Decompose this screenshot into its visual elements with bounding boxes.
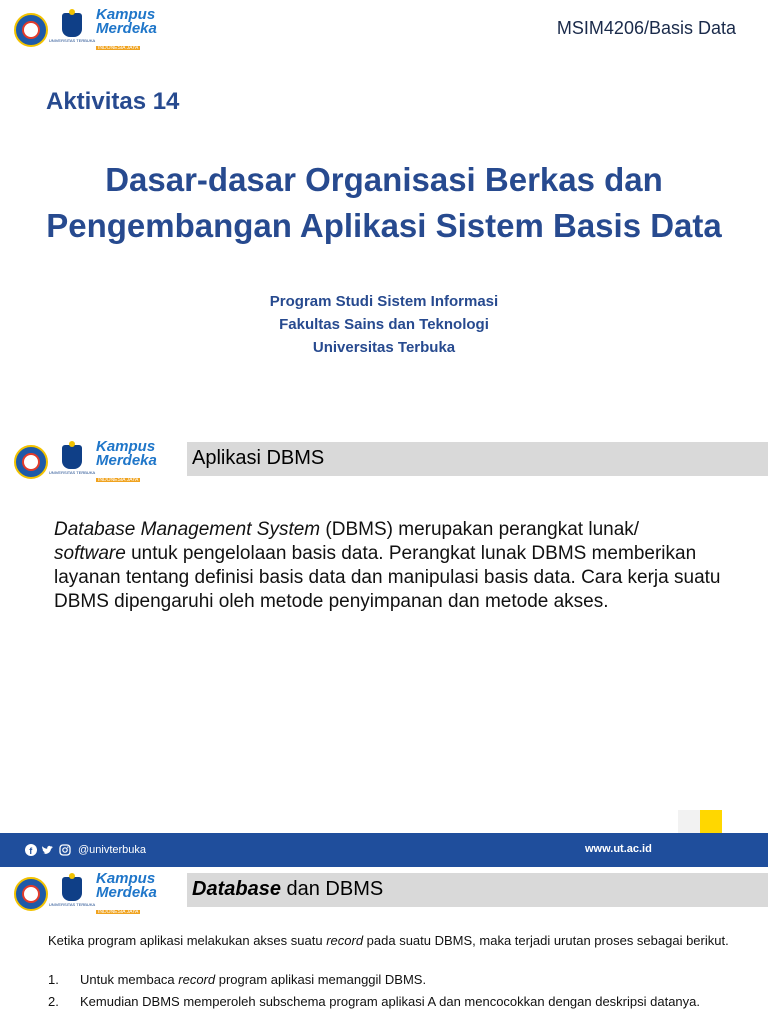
section-logos: [14, 440, 157, 484]
list-number: 2.: [48, 994, 59, 1009]
ut-logo: UNIVERSITAS TERBUKA: [58, 13, 86, 47]
section-title-2: [192, 878, 383, 901]
svg-text:f: f: [28, 845, 32, 856]
dbms-paragraph: [54, 518, 734, 614]
section-title: Aplikasi DBMS: [192, 447, 325, 469]
para-text-1: (DBMS) merupakan perangkat lunak/: [320, 519, 640, 540]
course-code: MSIM4206/Basis Data: [556, 18, 736, 38]
slide-title: [0, 157, 768, 249]
website-link[interactable]: www.ut.ac.id: [585, 843, 652, 855]
section-header-bar-2: [187, 873, 768, 907]
section-header-bar: [187, 442, 768, 476]
title-line-1: Dasar-dasar Organisasi Berkas dan: [105, 161, 663, 198]
tut-wuri-logo: [14, 877, 48, 911]
tut-wuri-logo: [14, 445, 48, 479]
intro-paragraph: [48, 933, 738, 949]
footer-bar: [0, 833, 768, 867]
header-logos: [14, 8, 157, 52]
item-italic: record: [178, 972, 216, 987]
program-name: Program Studi Sistem Informasi: [269, 293, 499, 310]
item-text-a: Kemudian DBMS memperoleh subschema program aplikasi A dan mencocokkan dengan deskripsi datanya.: [80, 994, 701, 1009]
facebook-icon[interactable]: [24, 843, 37, 856]
intro-a: Ketika program aplikasi melakukan akses suatu: [48, 933, 327, 948]
kampus-merdeka-logo: Kampus Merdeka INDONESIA JAYA: [96, 6, 157, 51]
term-software: software: [54, 543, 126, 564]
instagram-icon[interactable]: [58, 843, 71, 856]
university-name: Universitas Terbuka: [312, 339, 456, 356]
ut-logo: UNIVERSITAS TERBUKA: [58, 445, 86, 479]
title-rest: dan DBMS: [280, 878, 384, 900]
title-italic: Database: [192, 878, 281, 900]
institution-block: [0, 290, 768, 359]
term-dbms: Database Management System: [54, 519, 321, 540]
faculty-name: Fakultas Sains dan Teknologi: [279, 316, 489, 333]
twitter-icon[interactable]: [41, 843, 54, 856]
list-number: 1.: [48, 972, 59, 987]
intro-b: pada suatu DBMS, maka terjadi urutan proses sebagai berikut.: [363, 933, 729, 948]
tut-wuri-logo: [14, 13, 48, 47]
intro-italic: record: [326, 933, 364, 948]
item-text-b: program aplikasi memanggil DBMS.: [215, 972, 427, 987]
social-handle[interactable]: @univterbuka: [78, 843, 147, 856]
item-text-a: Untuk membaca: [80, 972, 179, 987]
social-links: [24, 843, 146, 856]
ut-logo: UNIVERSITAS TERBUKA: [58, 877, 86, 911]
activity-label: Aktivitas 14: [46, 88, 180, 115]
list-item: [48, 994, 720, 1010]
section-logos-2: [14, 872, 157, 916]
kampus-merdeka-logo: Kampus Merdeka INDONESIA JAYA: [96, 870, 157, 915]
kampus-merdeka-logo: Kampus Merdeka INDONESIA JAYA: [96, 438, 157, 483]
list-item: [48, 972, 720, 988]
para-text-2: untuk pengelolaan basis data. Perangkat lunak DBMS memberikan layanan tentang definisi basis data dan manipulasi basis data. Cara kerja suatu DBMS dipengaruhi oleh metode penyimpanan dan metode akses.: [54, 543, 721, 612]
title-line-2: Pengembangan Aplikasi Sistem Basis Data: [46, 207, 722, 244]
